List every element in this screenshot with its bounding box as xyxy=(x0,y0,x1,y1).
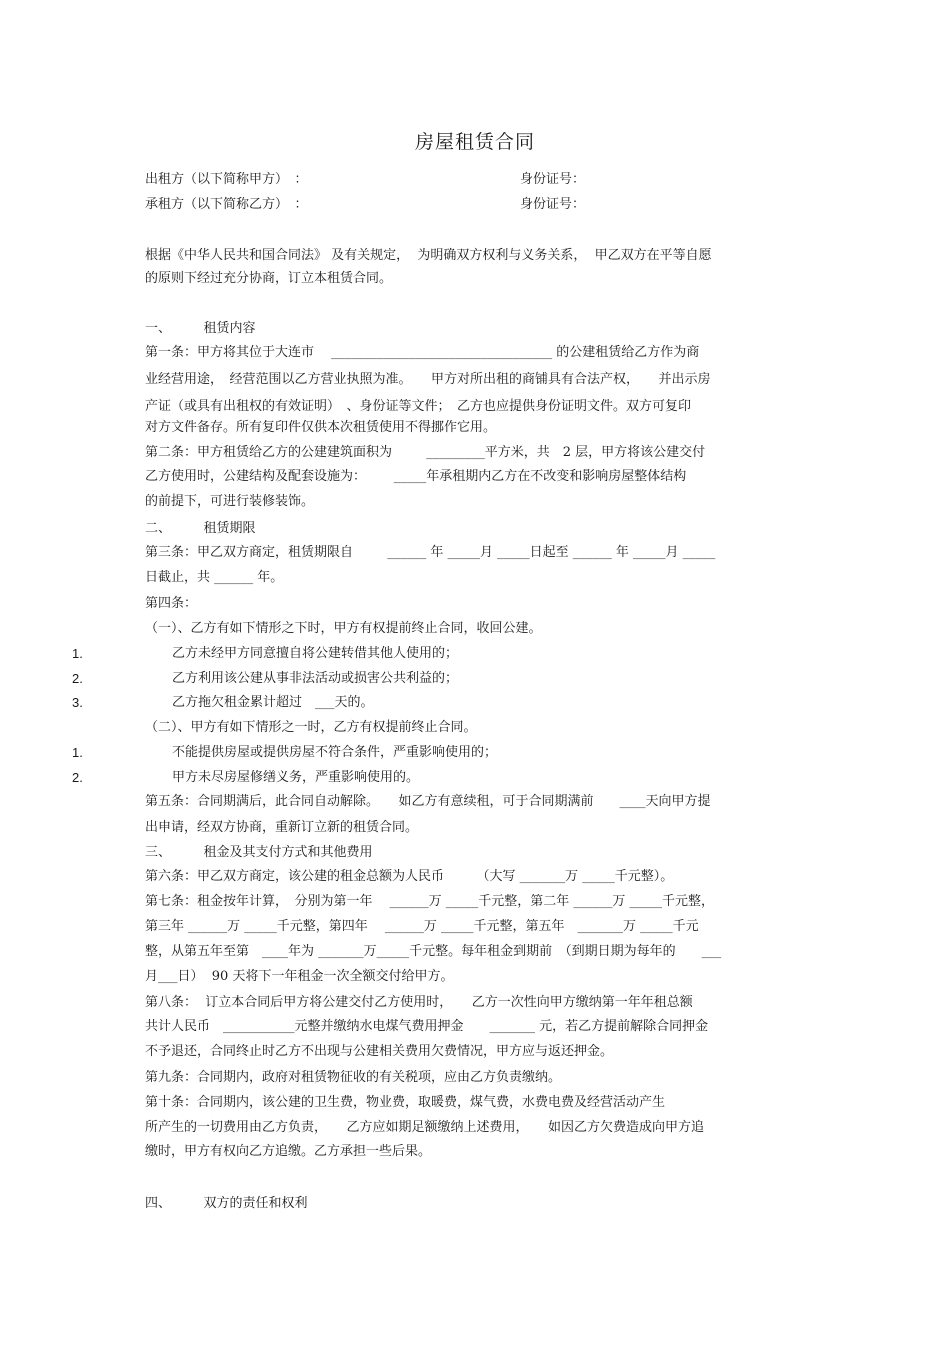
article-line: 乙方使用时，公建结构及配套设施为： _____年承租期内乙方在不改变和影响房屋整体结构 xyxy=(145,469,687,484)
list-number: 1. xyxy=(72,646,83,661)
section-heading: 四、 双方的责任和权利 xyxy=(145,1196,308,1211)
section-heading: 一、 租赁内容 xyxy=(145,321,256,336)
article-line: 第四条： xyxy=(145,596,198,611)
list-item: 乙方利用该公建从事非法活动或损害公共利益的； xyxy=(172,671,459,686)
article-line: 的前提下，可进行装修装饰。 xyxy=(145,494,315,509)
section-heading: 三、 租金及其支付方式和其他费用 xyxy=(145,845,373,860)
article-line: 第六条：甲乙双方商定，该公建的租金总额为人民币 （大写 _______万 _____千元整）。 xyxy=(145,869,674,884)
article-line: 缴时，甲方有权向乙方追缴。乙方承担一些后果。 xyxy=(145,1144,432,1159)
article-line: 共计人民币 ___________元整并缴纳水电煤气费用押金 _______ 元，若乙方提前解除合同押金 xyxy=(145,1019,709,1034)
article-line: 不予退还，合同终止时乙方不出现与公建相关费用欠费情况，甲方应与返还押金。 xyxy=(145,1044,614,1059)
article-line: 出申请，经双方协商，重新订立新的租赁合同。 xyxy=(145,820,419,835)
article-subsection: （一）、乙方有如下情形之下时，甲方有权提前终止合同，收回公建。 xyxy=(145,621,542,636)
lessee-id-label: 身份证号： xyxy=(520,197,586,212)
page-title: 房屋租赁合同 xyxy=(414,131,535,153)
article-line: 第二条：甲方租赁给乙方的公建建筑面积为 _________平方米，共 2 层，甲方将该公建交付 xyxy=(145,445,706,460)
article-line: 第三条：甲乙双方商定，租赁期限自 ______ 年 _____月 _____日起至 ______ 年 _____月 _____ xyxy=(145,545,716,560)
lessee-label: 承租方（以下简称乙方） ： xyxy=(145,197,308,212)
list-item: 甲方未尽房屋修缮义务，严重影响使用的。 xyxy=(172,770,420,785)
article-line: 第五条：合同期满后，此合同自动解除。 如乙方有意续租，可于合同期满前 ____天向甲方提 xyxy=(145,794,711,809)
list-item: 乙方拖欠租金累计超过 ___天的。 xyxy=(172,695,374,710)
lessor-id-label: 身份证号： xyxy=(520,172,586,187)
article-line: 对方文件备存。所有复印件仅供本次租赁使用不得挪作它用。 xyxy=(145,420,497,435)
list-number: 2. xyxy=(72,671,83,686)
preamble-line: 的原则下经过充分协商，订立本租赁合同。 xyxy=(145,271,393,286)
list-number: 3. xyxy=(72,695,83,710)
article-line: 第七条：租金按年计算， 分别为第一年 ______万 _____千元整，第二年 ______万 _____千元整， xyxy=(145,894,715,909)
article-line: 第八条： 订立本合同后甲方将公建交付乙方使用时， 乙方一次性向甲方缴纳第一年年租总额 xyxy=(145,995,693,1010)
preamble-line: 根据《中华人民共和国合同法》 及有关规定， 为明确双方权利与义务关系， 甲乙双方在平等自愿 xyxy=(145,248,712,263)
article-line: 第九条：合同期内，政府对租赁物征收的有关税项，应由乙方负责缴纳。 xyxy=(145,1070,562,1085)
list-item: 乙方未经甲方同意擅自将公建转借其他人使用的； xyxy=(172,646,459,661)
article-line: 第三年 ______万 _____千元整，第四年 ______万 _____千元整，第五年 _______万 _____千元 xyxy=(145,919,699,934)
article-line: 日截止，共 ______ 年。 xyxy=(145,570,284,585)
list-item: 不能提供房屋或提供房屋不符合条件，严重影响使用的； xyxy=(172,745,498,760)
lessor-label: 出租方（以下简称甲方） ： xyxy=(145,172,308,187)
article-line: 第十条：合同期内，该公建的卫生费，物业费，取暖费，煤气费，水费电费及经营活动产生 xyxy=(145,1095,666,1110)
article-line: 所产生的一切费用由乙方负责， 乙方应如期足额缴纳上述费用， 如因乙方欠费造成向甲方追 xyxy=(145,1120,705,1135)
article-line: 整，从第五年至第 ____年为 _______万_____千元整。每年租金到期前 （到期日期为每年的 ___ xyxy=(145,944,722,959)
article-subsection: （二）、甲方有如下情形之一时，乙方有权提前终止合同。 xyxy=(145,720,477,735)
article-line: 业经营用途， 经营范围以乙方营业执照为准。 甲方对所出租的商铺具有合法产权， 并出示房 xyxy=(145,372,711,387)
article-line: 产证（或具有出租权的有效证明） 、身份证等文件； 乙方也应提供身份证明文件。双方可复印 xyxy=(145,399,692,414)
article-line: 第一条：甲方将其位于大连市 __________________________________ 的公建租赁给乙方作为商 xyxy=(145,345,700,360)
list-number: 2. xyxy=(72,770,83,785)
section-heading: 二、 租赁期限 xyxy=(145,521,256,536)
article-line: 月___日） 90 天将下一年租金一次全额交付给甲方。 xyxy=(145,969,454,984)
list-number: 1. xyxy=(72,745,83,760)
